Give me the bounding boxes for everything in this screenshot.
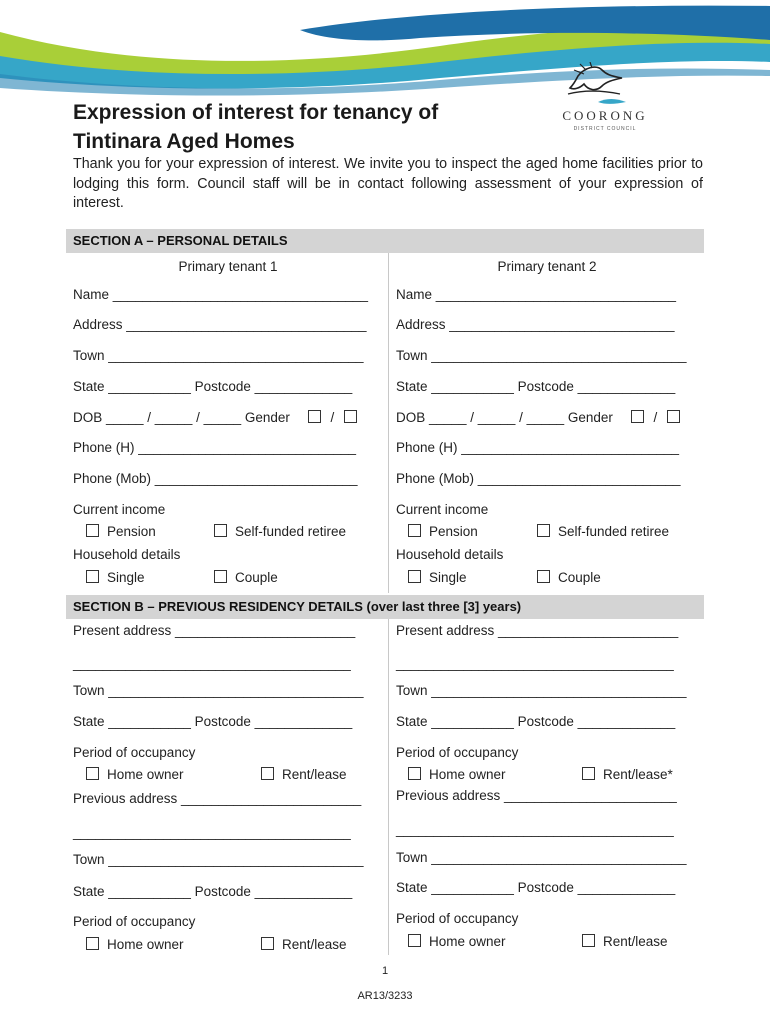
tenant2-phone-mob-field[interactable]: Phone (Mob) ___________________________ xyxy=(396,471,681,486)
option-label: Home owner xyxy=(429,767,506,782)
col1-town-field[interactable]: Town __________________________________ xyxy=(73,683,364,698)
col2-period-label: Period of occupancy xyxy=(396,745,519,760)
tenant1-name-field[interactable]: Name __________________________________ xyxy=(73,287,369,302)
col2-state2-postcode-field[interactable]: State ___________ Postcode _____________ xyxy=(396,880,676,895)
intro-paragraph: Thank you for your expression of interest. We invite you to inspect the aged home facilities prior to lodging this form. Council staff will be in contact following assessment of your expression of interest. xyxy=(73,156,703,211)
pelican-icon xyxy=(540,62,670,137)
tenant1-dob-gender-field[interactable] xyxy=(73,410,357,425)
tenant2-gender-checkbox-2[interactable] xyxy=(667,410,680,423)
col2-present-address-line2[interactable]: _____________________________________ xyxy=(396,656,674,671)
tenant1-pension-option[interactable] xyxy=(86,524,156,539)
checkbox-icon[interactable] xyxy=(408,570,421,583)
col2-rent-lease2-option[interactable] xyxy=(582,934,668,949)
checkbox-icon[interactable] xyxy=(582,934,595,947)
checkbox-icon[interactable] xyxy=(537,570,550,583)
col2-period2-label: Period of occupancy xyxy=(396,911,519,926)
option-label: Rent/lease xyxy=(282,767,347,782)
checkbox-icon[interactable] xyxy=(86,767,99,780)
col1-town2-field[interactable]: Town __________________________________ xyxy=(73,852,364,867)
section-b-column-divider xyxy=(388,619,389,955)
section-a-heading: SECTION A – PERSONAL DETAILS xyxy=(66,229,704,253)
col2-state-postcode-field[interactable]: State ___________ Postcode _____________ xyxy=(396,714,676,729)
option-label: Home owner xyxy=(107,937,184,952)
option-label: Pension xyxy=(429,524,478,539)
col2-previous-address-line2[interactable]: _____________________________________ xyxy=(396,822,674,837)
checkbox-icon[interactable] xyxy=(214,524,227,537)
logo-wordmark: COORONG xyxy=(562,108,648,123)
col1-previous-address-line2[interactable]: _____________________________________ xyxy=(73,825,351,840)
col1-present-address-line2[interactable]: _____________________________________ xyxy=(73,656,351,671)
tenant1-heading: Primary tenant 1 xyxy=(178,259,278,274)
checkbox-icon[interactable] xyxy=(261,937,274,950)
col2-home-owner2-option[interactable] xyxy=(408,934,506,949)
col1-rent-lease-option[interactable] xyxy=(261,767,347,782)
option-label: Rent/lease* xyxy=(603,767,673,782)
option-label: Home owner xyxy=(429,934,506,949)
option-label: Home owner xyxy=(107,767,184,782)
tenant2-pension-option[interactable] xyxy=(408,524,478,539)
checkbox-icon[interactable] xyxy=(582,767,595,780)
option-label: Couple xyxy=(235,570,278,585)
option-label: Single xyxy=(107,570,145,585)
checkbox-icon[interactable] xyxy=(537,524,550,537)
logo-subtitle: DISTRICT COUNCIL xyxy=(573,126,637,132)
col2-rent-lease-option[interactable] xyxy=(582,767,673,782)
col2-present-address-field[interactable]: Present address ________________________ xyxy=(396,623,679,638)
col1-home-owner2-option[interactable] xyxy=(86,937,184,952)
checkbox-icon[interactable] xyxy=(86,937,99,950)
tenant2-state-postcode-field[interactable]: State ___________ Postcode _____________ xyxy=(396,379,676,394)
option-label: Pension xyxy=(107,524,156,539)
tenant1-town-field[interactable]: Town __________________________________ xyxy=(73,348,364,363)
tenant1-state-postcode-field[interactable]: State ___________ Postcode _____________ xyxy=(73,379,353,394)
checkbox-icon[interactable] xyxy=(408,934,421,947)
checkbox-icon[interactable] xyxy=(86,570,99,583)
col1-rent-lease2-option[interactable] xyxy=(261,937,347,952)
coorong-logo xyxy=(540,62,670,137)
tenant2-name-field[interactable]: Name ________________________________ xyxy=(396,287,677,302)
checkbox-icon[interactable] xyxy=(214,570,227,583)
tenant2-income-label: Current income xyxy=(396,502,489,517)
option-label: Couple xyxy=(558,570,601,585)
col1-home-owner-option[interactable] xyxy=(86,767,184,782)
col1-previous-address-field[interactable]: Previous address ________________________ xyxy=(73,791,362,806)
col2-home-owner-option[interactable] xyxy=(408,767,506,782)
checkbox-icon[interactable] xyxy=(408,524,421,537)
section-b-heading: SECTION B – PREVIOUS RESIDENCY DETAILS (over last three [3] years) xyxy=(66,595,704,619)
tenant2-address-field[interactable]: Address ______________________________ xyxy=(396,317,675,332)
col1-period2-label: Period of occupancy xyxy=(73,914,196,929)
col2-town2-field[interactable]: Town __________________________________ xyxy=(396,850,687,865)
option-label: Self-funded retiree xyxy=(235,524,347,539)
tenant1-address-field[interactable]: Address ________________________________ xyxy=(73,317,367,332)
tenant2-heading: Primary tenant 2 xyxy=(497,259,597,274)
tenant2-household-label: Household details xyxy=(396,547,504,562)
checkbox-icon[interactable] xyxy=(408,767,421,780)
tenant1-couple-option[interactable] xyxy=(214,570,278,585)
page-title: Expression of interest for tenancy of Tintinara Aged Homes xyxy=(73,101,439,153)
tenant1-phone-h-field[interactable]: Phone (H) _____________________________ xyxy=(73,440,357,455)
option-label: Rent/lease xyxy=(603,934,668,949)
tenant2-phone-h-field[interactable]: Phone (H) _____________________________ xyxy=(396,440,680,455)
tenant2-gender-checkbox-1[interactable] xyxy=(631,410,644,423)
col1-state2-postcode-field[interactable]: State ___________ Postcode _____________ xyxy=(73,884,353,899)
col1-state-postcode-field[interactable]: State ___________ Postcode _____________ xyxy=(73,714,353,729)
tenant2-dob-gender-field[interactable] xyxy=(396,410,680,425)
option-label: Self-funded retiree xyxy=(558,524,670,539)
tenant2-self-funded-option[interactable] xyxy=(537,524,669,539)
gender-slash: / xyxy=(330,410,335,425)
tenant1-income-label: Current income xyxy=(73,502,166,517)
option-label: Rent/lease xyxy=(282,937,347,952)
section-a-column-divider xyxy=(388,253,389,593)
checkbox-icon[interactable] xyxy=(86,524,99,537)
gender-slash: / xyxy=(653,410,658,425)
tenant2-single-option[interactable] xyxy=(408,570,467,585)
document-reference: AR13/3233 xyxy=(357,990,413,1002)
checkbox-icon[interactable] xyxy=(261,767,274,780)
col1-present-address-field[interactable]: Present address ________________________ xyxy=(73,623,356,638)
page-number: 1 xyxy=(381,965,389,977)
col2-previous-address-field[interactable]: Previous address _______________________ xyxy=(396,788,677,803)
tenant1-phone-mob-field[interactable]: Phone (Mob) ___________________________ xyxy=(73,471,358,486)
tenant1-self-funded-option[interactable] xyxy=(214,524,346,539)
tenant2-town-field[interactable]: Town __________________________________ xyxy=(396,348,687,363)
tenant2-dob-label: DOB _____ / _____ / _____ Gender xyxy=(396,410,613,425)
tenant2-couple-option[interactable] xyxy=(537,570,601,585)
tenant1-household-label: Household details xyxy=(73,547,181,562)
tenant1-dob-label: DOB _____ / _____ / _____ Gender xyxy=(73,410,290,425)
tenant1-gender-checkbox-2[interactable] xyxy=(344,410,357,423)
option-label: Single xyxy=(429,570,467,585)
tenant1-single-option[interactable] xyxy=(86,570,145,585)
col1-period-label: Period of occupancy xyxy=(73,745,196,760)
col2-town-field[interactable]: Town __________________________________ xyxy=(396,683,687,698)
tenant1-gender-checkbox-1[interactable] xyxy=(308,410,321,423)
